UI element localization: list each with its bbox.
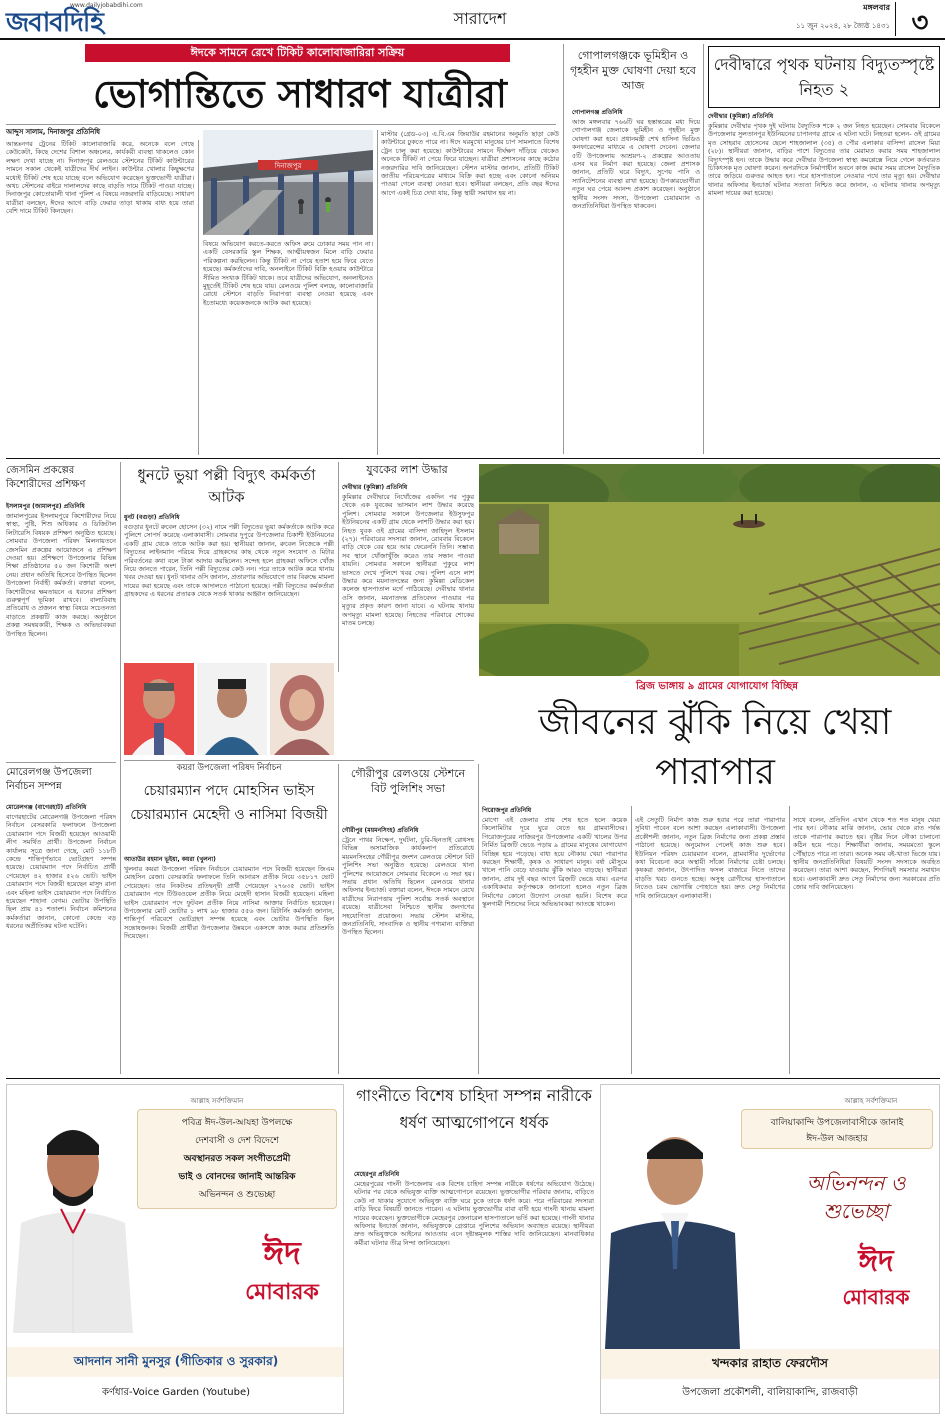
- koyra-headline: চেয়ারম্যান পদে মোহসিন ভাইস চেয়ারম্যান মেহেদী ও নাসিমা বিজয়ী: [130, 783, 328, 823]
- ad-right-portrait: [605, 1109, 740, 1349]
- ad-right-top: আল্লাহ সর্বশক্তিমান: [844, 1097, 898, 1105]
- masthead: [0, 0, 945, 40]
- lead-byline: আব্দুস সালাম, দিনাজপুর প্রতিনিধি: [6, 128, 100, 136]
- debidwar-byline: দেবীদ্বার (কুমিল্লা) প্রতিনিধি: [708, 113, 774, 120]
- section-name: সারাদেশ: [453, 9, 507, 28]
- jesmin-headline: জেসমিন প্রকল্পের কিশোরীদের প্রশিক্ষণ: [6, 465, 86, 490]
- ad-right-mubarak: মোবারক: [842, 1285, 910, 1309]
- yubok-body: কুমিল্লার দেবীদ্বারে নিখোঁজের একদিন পর পুকুর থেকে এক যুবকের ভাসমান লাশ উদ্ধার করেছে পুলিশ। সোমবার সকালে উপজেলার ইউসুফপুর ইউনিয়নের একটি গ্রাম থেকে লাশটি উদ্ধার করা হয়। নিহত যুবক ওই গ্রামের বাসিন্দা জাহিদুল ইসলাম (২৭)। পরিবারের সদস্যরা জানান, রোববার বিকেলে বাড়ি থেকে বের হয়ে আর ফেরেননি তিনি। সম্ভাব্য সব স্থানে খোঁজাখুঁজি করেও তার সন্ধান পাওয়া যায়নি। সোমবার সকালে স্থানীয়রা পুকুরে লাশ ভাসতে দেখে পুলিশে খবর দেয়। পুলিশ এসে লাশ উদ্ধার করে ময়নাতদন্তের জন্য কুমিল্লা মেডিকেল কলেজ হাসপাতাল মর্গে পাঠিয়েছে। দেবীদ্বার থানার ওসি জানান, ময়নাতদন্ত প্রতিবেদন পাওয়ার পর মৃত্যুর প্রকৃত কারণ জানা যাবে। এ ঘটনায় থানায় অপমৃত্যু মামলা হয়েছে। নিহতের পরিবারে শোকের মাতম চলছে।: [342, 493, 474, 628]
- ad-right-role: উপজেলা প্রকৌশলী, বালিয়াকান্দি, রাজবাড়ী: [682, 1387, 858, 1398]
- portrait-vice-chairman: [197, 663, 267, 755]
- dhunat-body: বগুড়ার ধুনটে রুবেল হোসেন (৩২) নামে পল্লী বিদ্যুতের ভুয়া কর্মকর্তাকে আটক করে পুলিশে সোপর্দ করেছে এলাকাবাসী। সোমবার দুপুরে উপজেলার চিকাশী ইউনিয়নের একটি গ্রাম থেকে তাকে আটক করা হয়। স্থানীয়রা জানান, রুবেল নিজেকে পল্লী বিদ্যুতের লাইনম্যান পরিচয় দিয়ে গ্রাহকদের কাছ থেকে নতুন সংযোগ ও মিটার পরিবর্তনের কথা বলে টাকা আদায় করছিলেন। সন্দেহ হলে গ্রাহকরা অফিসে খোঁজ নিয়ে জানতে পারেন, তিনি পল্লী বিদ্যুতের কেউ নন। পরে তাকে আটক করে থানায় খবর দেওয়া হয়। ধুনট থানার ওসি জানান, প্রতারণার অভিযোগে তার বিরুদ্ধে মামলা দায়ের করা হয়েছে এবং তাকে আদালতে পাঠানো হয়েছে। পল্লী বিদ্যুতের কর্মকর্তারা গ্রাহকদের এ ধরনের প্রতারক থেকে সতর্ক থাকার আহ্বান জানিয়েছেন।: [124, 523, 334, 599]
- gauripur-byline: গৌরীপুর (ময়মনসিংহ) প্রতিনিধি: [342, 827, 419, 834]
- gangni-byline: মেহেরপুর প্রতিনিধি: [354, 1171, 400, 1178]
- website[interactable]: www.dailyjobabdihi.com: [70, 2, 143, 9]
- ferry-body-col3: সাথে বলেন, প্রতিদিন এখান থেকে শত শত মানুষ খেয়া পার হন। নৌকার মাঝি জানান, ভোর থেকে রাত পর্যন্ত তাকে পারাপার করাতে হয়। বৃষ্টির দিনে নৌকা চালানো কঠিন হয়ে পড়ে। শিক্ষার্থীরা জানায়, সময়মতো স্কুলে পৌঁছাতে পারে না তারা। অনেক সময় বই-খাতা ভিজে যায়। স্থানীয় জনপ্রতিনিধিরা বিষয়টি সংসদ সদস্যকে অবহিত করেছেন। তারা আশা করছেন, শিগগিরই সমস্যার সমাধান হবে। এলাকাবাসী দ্রুত সেতু নির্মাণের জন্য সরকারের প্রতি জোর দাবি জানিয়েছেন।: [793, 816, 940, 892]
- lead-body-col2: বিষয়ে অভিযোগ করতে-করতে অফিস রুমে ঢোকার সময় পান না। একটি বেসরকারি স্কুল শিক্ষক, আত্মীয়স্বজন মিলে বাড়ি ফেরার পরিকল্পনা করছিলেন। কিন্তু টিকিট না পেয়ে হতাশ হয়ে ফিরে যেতে হয়েছে। কর্মকর্তাদের দাবি, অনলাইনে টিকিট বিক্রি হওয়ায় কাউন্টারে সীমিত সংখ্যক টিকিট থাকে। তবে যাত্রীদের অভিযোগ, অনলাইনেও মুহূর্তেই টিকিট শেষ হয়ে যায়। রেলওয়ে পুলিশ বলছে, কালোবাজারি রোধে স্টেশনে বাড়তি নিরাপত্তা ব্যবস্থা নেওয়া হয়েছে এবং ইতোমধ্যে কয়েকজনকে আটক করা হয়েছে।: [203, 240, 373, 307]
- gauripur-body: ট্রেনে পাথর নিক্ষেপ, দুর্ঘটনা, চুরি-ছিনতাই রোধসহ বিভিন্ন অসামাজিক কার্যকলাপ প্রতিরোধে ময়মনসিংহের গৌরীপুর জংশন রেলওয়ে স্টেশনে বিট পুলিশিং সভা অনুষ্ঠিত হয়েছে। রেলওয়ে থানা পুলিশের আয়োজনে সোমবার বিকেলে এ সভা হয়। সভায় প্রধান অতিথি ছিলেন রেলওয়ে থানার অফিসার ইনচার্জ। বক্তারা বলেন, ঈদকে সামনে রেখে যাত্রীদের নিরাপত্তায় পুলিশ সর্বোচ্চ সতর্ক অবস্থানে রয়েছে। যাত্রীসেবা নিশ্চিতে স্থানীয় জনগণের সহযোগিতা প্রয়োজন। সভায় স্টেশন মাস্টার, জনপ্রতিনিধি, সাংবাদিক ও স্থানীয় গণ্যমান্য ব্যক্তিরা উপস্থিত ছিলেন।: [342, 836, 474, 937]
- ad-left-mubarak: মোবারক: [245, 1280, 319, 1305]
- morel-body: বাগেরহাটের মোরেলগঞ্জ উপজেলা পরিষদ নির্বাচন বেসরকারি ফলাফলে উপজেলা চেয়ারম্যান পদে বিজয়ী হয়েছেন আওয়ামী লীগ সমর্থিত প্রার্থী। উপজেলা নির্বাচন কার্যালয় সূত্রে জানা গেছে, মোট ১১৮টি কেন্দ্রে শান্তিপূর্ণভাবে ভোটগ্রহণ সম্পন্ন হয়েছে। চেয়ারম্যান পদে নির্বাচিত প্রার্থী পেয়েছেন ৪২ হাজার ৫২৬ ভোট। ভাইস চেয়ারম্যান পদে বিজয়ী হয়েছেন মাসুদ রানা এবং মহিলা ভাইস চেয়ারম্যান পদে নির্বাচিত হয়েছেন শাহানা বেগম। ভোটার উপস্থিতি ছিল প্রায় ৪১ শতাংশ। নির্বাচন কমিশনের কর্মকর্তারা জানান, কোনো কেন্দ্রে বড় ধরনের অপ্রীতিকর ঘটনা ঘটেনি।: [6, 813, 116, 931]
- ferry-byline: পিরোজপুর প্রতিনিধি: [482, 807, 532, 814]
- ferry-river-photo: [479, 464, 940, 676]
- gopal-headline: গোপালগঞ্জকে ভূমিহীন ও গৃহহীন মুক্ত ঘোষণা দেয়া হবে আজ: [570, 49, 696, 92]
- ad-left-name: আদনান সানী মুনসুর (গীতিকার ও সুরকার): [73, 1354, 279, 1368]
- lead-body-col3: মাস্টার (গ্রেড-০৩) এ.বি.এম জিয়াউর রহমানের অনুমতি ছাড়া কেউ কাউন্টারে ঢুকতে পারে না। ঈদে ঘরমুখো মানুষের চাপ সামলাতে বিশেষ ট্রেন চালু করা হয়েছে। কাউন্টারের সামনে দীর্ঘক্ষণ দাঁড়িয়ে থেকেও অনেকে টিকিট না পেয়ে ফিরে যাচ্ছেন। যাত্রীরা প্রশাসনের কাছে কঠোর নজরদারির দাবি জানিয়েছেন। স্টেশন মাস্টার জানান, প্রতিটি টিকিট জাতীয় পরিচয়পত্রের মাধ্যমে বিক্রি করা হচ্ছে এবং কোনো অনিয়ম পাওয়া গেলে ব্যবস্থা নেওয়া হবে। স্থানীয়রা বলছেন, প্রতি বছর ঈদের আগে একই চিত্র দেখা যায়, কিন্তু স্থায়ী সমাধান হয় না।: [381, 130, 559, 197]
- ad-left-line5: অভিনন্দন ও শুভেচ্ছা: [198, 1190, 276, 1200]
- morel-headline: মোরেলগঞ্জ উপজেলা নির্বাচন সম্পন্ন: [6, 767, 92, 792]
- jesmin-body: জামালপুরের ইসলামপুরে কিশোরীদের নিয়ে স্বাস্থ্য, পুষ্টি, শিশু অধিকার ও ডিজিটাল লিটারেসি বিষয়ক প্রশিক্ষণ অনুষ্ঠিত হয়েছে। সোমবার উপজেলা পরিষদ মিলনায়তনে জেসমিন প্রকল্পের আয়োজনে এ প্রশিক্ষণ দেওয়া হয়। প্রশিক্ষণে উপজেলার বিভিন্ন শিক্ষা প্রতিষ্ঠানের ৫০ জন কিশোরী অংশ নেয়। প্রধান অতিথি হিসেবে উপস্থিত ছিলেন উপজেলা নির্বাহী কর্মকর্তা। বক্তারা বলেন, কিশোরীদের ক্ষমতায়নে এ ধরনের প্রশিক্ষণ গুরুত্বপূর্ণ ভূমিকা রাখবে। বাল্যবিবাহ প্রতিরোধ ও প্রজনন স্বাস্থ্য বিষয়ে সচেতনতা বাড়াতে প্রকল্পটি কাজ করছে। অনুষ্ঠানে প্রকল্প সমন্বয়কারী, শিক্ষক ও অভিভাবকরা উপস্থিত ছিলেন।: [6, 512, 116, 638]
- ferry-body-col2: এই সেতুটি নির্মাণ কাজ শুরু হবার পরে তারা পারাপার সুবিধা পাবেন বলে আশা করছেন এলাকাবাসী। উপজেলা প্রকৌশলী জানান, নতুন ব্রিজ নির্মাণের জন্য প্রকল্প প্রস্তাব পাঠানো হয়েছে। অনুমোদন পেলেই কাজ শুরু হবে। ইউনিয়ন পরিষদ চেয়ারম্যান বলেন, গ্রামবাসীর দুর্ভোগের কথা বিবেচনা করে অস্থায়ী সাঁকো নির্মাণের চেষ্টা চলছে। কৃষকরা জানান, উৎপাদিত ফসল বাজারে নিতে তাদের বাড়তি খরচ গুনতে হচ্ছে। অসুস্থ রোগীদের হাসপাতালে নিতেও চরম ভোগান্তি পোহাতে হয়। দ্রুত সেতু নির্মাণের দাবি জানিয়েছেন এলাকাবাসী।: [635, 816, 785, 900]
- ad-right-name: খন্দকার রাহাত ফেরদৌস: [712, 1356, 828, 1370]
- ad-left-line4: ভাই ও বোনদের জানাই আন্তরিক: [178, 1172, 296, 1182]
- yubok-headline: যুবকের লাশ উদ্ধার: [366, 463, 448, 476]
- ad-left-line2: দেশবাসী ও দেশ বিদেশে: [195, 1136, 279, 1146]
- lead-headline: ভোগান্তিতে সাধারণ যাত্রীরা: [93, 72, 507, 116]
- gangni-body: মেহেরপুরের গাংনী উপজেলায় এক বিশেষ চাহিদা সম্পন্ন নারীকে ধর্ষণের অভিযোগ উঠেছে। ঘটনার পর থেকে অভিযুক্ত ব্যক্তি আত্মগোপনে রয়েছেন। ভুক্তভোগীর পরিবার জানায়, বাড়িতে কেউ না থাকার সুযোগে অভিযুক্ত ব্যক্তি ঘরে ঢুকে তাকে ধর্ষণ করে। পরে পরিবারের সদস্যরা বাড়ি ফিরে বিষয়টি জানতে পারেন। এ ঘটনায় ভুক্তভোগীর বাবা বাদী হয়ে গাংনী থানায় মামলা দায়ের করেছেন। ভুক্তভোগীকে মেহেরপুর জেনারেল হাসপাতালে ভর্তি করা হয়েছে। গাংনী থানার অফিসার ইনচার্জ জানান, অভিযুক্তকে গ্রেপ্তারে পুলিশের অভিযান অব্যাহত রয়েছে। স্থানীয়রা দ্রুত অভিযুক্তকে আইনের আওতায় এনে দৃষ্টান্তমূলক শাস্তির দাবি জানিয়েছেন। মানবাধিকার কর্মীরা ঘটনার তীব্র নিন্দা জানিয়েছেন।: [354, 1180, 594, 1247]
- ferry-body-col1: মোগো এই জেলার প্রায় শেষ হতে হলে কয়েক কিলোমিটার দূরে ঘুরে যেতে হয় গ্রামবাসীদের। পিরোজপুরের নাজিরপুর উপজেলার একটি খালের উপর নির্মিত ব্রিজটি ভেঙে পড়ায় ৯ গ্রামের মানুষের যোগাযোগ বিচ্ছিন্ন হয়ে পড়েছে। বাধ্য হয়ে নৌকায় খেয়া পারাপার করছেন শিক্ষার্থী, কৃষক ও সাধারণ মানুষ। বর্ষা মৌসুমে খালে পানি বেড়ে যাওয়ায় ঝুঁকি আরও বাড়ছে। স্থানীয়রা জানান, প্রায় দুই বছর আগে ব্রিজটি ভেঙে যায়। এরপর একাধিকবার কর্তৃপক্ষকে জানানো হলেও নতুন ব্রিজ নির্মাণের কোনো উদ্যোগ নেওয়া হয়নি। বিশেষ করে স্কুলগামী শিশুদের নিয়ে অভিভাবকরা আতঙ্কে থাকেন।: [482, 816, 627, 909]
- ad-right[interactable]: [600, 1084, 940, 1414]
- koyra-byline: আতাউর রহমান ভূইয়া, কয়রা (খুলনা): [124, 856, 216, 863]
- portrait-chairman: [124, 663, 194, 755]
- station-photo: [203, 130, 373, 235]
- debidwar-body: কুমিল্লার দেবীদ্বার পৃথক দুই ঘটনায় বৈদ্যুতিক শকে ২ জন নিহত হয়েছেন। সোমবার বিকেলে উপজেলার সুলতানপুর ইউনিয়নের চাপানগর গ্রামে এ ঘটনা ঘটে। নিহতরা হলেন- ওই গ্রামের মৃত সোহরাব হোসেনের ছেলে শাহজালাল (৩৫) ও পৌর এলাকার বাসিন্দা রাসেল মিয়া (২৮)। স্থানীয়রা জানান, বাড়ির পাশে বিদ্যুতের তার মেরামত করার সময় শাহজালাল বিদ্যুৎস্পৃষ্ট হন। তাকে উদ্ধার করে দেবীদ্বার উপজেলা স্বাস্থ্য কমপ্লেক্সে নিয়ে গেলে কর্তব্যরত চিকিৎসক মৃত ঘোষণা করেন। অপরদিকে নির্মাণাধীন ভবনে কাজ করার সময় রাসেল বৈদ্যুতিক তারে জড়িয়ে গুরুতর আহত হন। পরে হাসপাতালে নেওয়ার পথে তার মৃত্যু হয়। দেবীদ্বার থানার অফিসার ইনচার্জ ঘটনার সত্যতা নিশ্চিত করে জানান, এ ঘটনায় থানায় অপমৃত্যু মামলা দায়ের করা হয়েছে।: [708, 122, 940, 198]
- ad-left-line3: অবস্থানরত সকল সংগীতপ্রেমী: [183, 1154, 291, 1164]
- koyra-body: খুলনার কয়রা উপজেলা পরিষদ নির্বাচনে চেয়ারম্যান পদে বিজয়ী হয়েছেন জিএম মোহসিন রেজা। বেসরকারি ফলাফলে তিনি আনারস প্রতীক নিয়ে ৩৫৮১৭ ভোট পেয়েছেন। তার নিকটতম প্রতিদ্বন্দ্বী প্রার্থী পেয়েছেন ২৭৬৩৫ ভোট। ভাইস চেয়ারম্যান পদে টিউবওয়েল প্রতীক নিয়ে মেহেদী হাসান বিজয়ী হয়েছেন। মহিলা ভাইস চেয়ারম্যান পদে ফুটবল প্রতীক নিয়ে নাসিমা আক্তার নির্বাচিত হয়েছেন। উপজেলার মোট ভোটার ১ লাখ ৯৮ হাজার ৫৫৬ জন। রিটার্নিং কর্মকর্তা জানান, শান্তিপূর্ণ পরিবেশে ভোটগ্রহণ সম্পন্ন হয়েছে এবং ভোটার উপস্থিতি ছিল সন্তোষজনক। বিজয়ী প্রার্থীরা উপজেলার উন্নয়নে একসঙ্গে কাজ করার প্রতিশ্রুতি দিয়েছেন।: [124, 865, 334, 941]
- ad-right-greeting: অভিনন্দন ও: [806, 1171, 906, 1195]
- ad-right-line1: বালিয়াকান্দি উপজেলাবাসীকে জানাই: [770, 1118, 904, 1128]
- lead-body-col1: আন্তঃনগর ট্রেনের টিকিট কালোবাজারি করে, অনেকে বলে গেছে কেউকেটা, কিছে দেশের বিশাল অঞ্চলের, কার্যকরী ব্যবস্থা থাকলেও কোন লক্ষণ দেখা যাচ্ছে না। দিনাজপুর রেলওয়ে স্টেশনের টিকিট কাউন্টারের সামনে সকাল থেকেই যাত্রীদের দীর্ঘ লাইন। কাউন্টার খোলার কিছুক্ষণের মধ্যেই টিকিট শেষ হয়ে যাচ্ছে বলে অভিযোগ করেছেন ভুক্তভোগী যাত্রীরা। অথচ স্টেশনের বাইরে দালালদের কাছে বাড়তি দামে টিকিট পাওয়া যাচ্ছে। দিনাজপুর কোতোয়ালী থানা পুলিশ এ বিষয়ে নজরদারি বাড়িয়েছে। সাধারণ যাত্রীরা বলছেন, ঈদের আগে বাড়ি ফেরার তাড়া থাকায় বাধ্য হয়ে তারা বেশি দামে টিকিট কিনছেন।: [6, 140, 194, 216]
- dhunat-headline: ধুনটে ভুয়া পল্লী বিদ্যুৎ কর্মকর্তা আটক: [137, 466, 316, 506]
- dhunat-byline: ধুনট (বগুড়া) প্রতিনিধি: [124, 514, 180, 521]
- ad-left-top: আল্লাহ সর্বশক্তিমান: [190, 1097, 244, 1105]
- gopal-body: আজ মঙ্গলবার ৭৬৬টি ঘর হস্তান্তরের মধ্য দিয়ে গোপালগঞ্জ জেলাকে ভূমিহীন ও গৃহহীন মুক্ত ঘোষণা করা হবে। প্রধানমন্ত্রী শেখ হাসিনা ভিডিও কনফারেন্সের মাধ্যমে এ ঘোষণা দেবেন। জেলার ৫টি উপজেলায় আশ্রয়ণ-২ প্রকল্পের আওতায় এসব ঘর নির্মাণ করা হয়েছে। জেলা প্রশাসক জানান, প্রতিটি ঘরে বিদ্যুৎ, সুপেয় পানি ও স্যানিটেশনের ব্যবস্থা রাখা হয়েছে। উপকারভোগীরা নতুন ঘর পেয়ে আনন্দ প্রকাশ করেছেন। অনুষ্ঠানে স্থানীয় সংসদ সদস্য, উপজেলা চেয়ারম্যান ও জনপ্রতিনিধিরা উপস্থিত থাকবেন।: [572, 118, 700, 211]
- ad-right-greeting2: শুভেচ্ছা: [823, 1199, 889, 1223]
- gauripur-headline: গৌরীপুর রেলওয়ে স্টেশনে বিট পুলিশিং সভা: [350, 767, 466, 795]
- ferry-headline: জীবনের ঝুঁকি নিয়ে খেয়া পারাপার: [538, 702, 892, 793]
- ad-left[interactable]: [6, 1084, 344, 1414]
- debidwar-headline: দেবীদ্বারে পৃথক ঘটনায় বিদ্যুতস্পৃষ্টে নিহত ২: [713, 55, 935, 99]
- jesmin-byline: ইসলামপুর (জামালপুর) প্রতিনিধি: [6, 503, 85, 510]
- gangni-headline: গাংনীতে বিশেষ চাহিদা সম্পন্ন নারীকে ধর্ষণ আত্মগোপনে ধর্ষক: [356, 1086, 592, 1132]
- weekday: মঙ্গলবার: [863, 3, 890, 12]
- ad-right-eid: ঈদ: [858, 1244, 894, 1279]
- yubok-byline: দেবীদ্বার (কুমিল্লা) প্রতিনিধি: [342, 484, 408, 491]
- station-sign: দিনাজপুর: [274, 162, 302, 170]
- ad-left-portrait: [13, 1105, 133, 1333]
- gopal-byline: গোপালগঞ্জ প্রতিনিধি: [572, 109, 623, 116]
- ad-left-role: কর্ণধার-Voice Garden (Youtube): [101, 1387, 251, 1398]
- ad-left-line1: পবিত্র ঈদ-উল-আযহা উপলক্ষে: [181, 1118, 293, 1128]
- ferry-kicker: ব্রিজ ভাঙ্গায় ৯ গ্রামের যোগাযোগ বিচ্ছিন্ন: [636, 681, 798, 692]
- morel-byline: মোরেলগঞ্জ (বাগেরহাট) প্রতিনিধি: [6, 804, 87, 811]
- lead-kicker: ঈদকে সামনে রেখে টিকিট কালোবাজারিরা সক্রিয়: [85, 44, 510, 62]
- logo[interactable]: জবাবদিহি: [6, 8, 103, 38]
- date-line: ১১ জুন ২০২৪, ২৮ জ্যৈষ্ঠ ১৪৩১: [795, 22, 890, 30]
- ad-left-eid: ঈদ: [263, 1234, 301, 1272]
- ad-right-line2: ঈদ-উল আজহার: [806, 1134, 868, 1144]
- portrait-female-vice-chairman: [270, 663, 334, 755]
- page-number: ৩: [911, 8, 929, 38]
- koyra-kicker: কয়রা উপজেলা পরিষদ নির্বাচন: [176, 763, 282, 773]
